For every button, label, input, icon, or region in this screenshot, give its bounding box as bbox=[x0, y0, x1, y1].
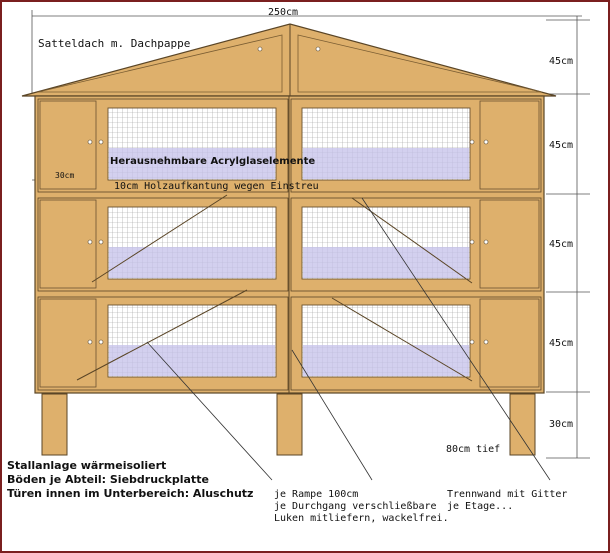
acrylic-strip bbox=[303, 345, 469, 376]
roof bbox=[22, 24, 556, 96]
roof-knob-left bbox=[258, 47, 262, 51]
dim-tier2-height: 45cm bbox=[549, 239, 574, 250]
side-door-right bbox=[480, 299, 539, 387]
note-line: Böden je Abteil: Siebdruckplatte bbox=[7, 473, 209, 486]
note-line: Stallanlage wärmeisoliert bbox=[7, 459, 167, 472]
dim-tier3-height: 45cm bbox=[549, 338, 574, 349]
ramp-label-1: je Rampe 100cm bbox=[274, 489, 359, 500]
dim-side-width: 30cm bbox=[55, 171, 75, 180]
notes bbox=[7, 459, 253, 500]
dim-total-width: 250cm bbox=[267, 7, 299, 18]
ramp-label-3: Luken mitliefern, wackelfrei. bbox=[274, 513, 449, 524]
ramp-label-2: je Durchgang verschließbare bbox=[274, 501, 437, 512]
acrylic-strip bbox=[303, 247, 469, 278]
side-door-right bbox=[480, 101, 539, 189]
wood-rim-label: 10cm Holzaufkantung wegen Einstreu bbox=[114, 181, 319, 192]
divider-label-2: je Etage... bbox=[447, 501, 514, 512]
side-door-left bbox=[40, 299, 96, 387]
side-door-right bbox=[480, 200, 539, 288]
acrylic-label: Herausnehmbare Acrylglaselemente bbox=[110, 156, 316, 167]
dim-roof-height: 45cm bbox=[549, 56, 574, 67]
acrylic-strip bbox=[303, 148, 469, 179]
dim-legs-height: 30cm bbox=[549, 419, 574, 430]
side-door-left bbox=[40, 200, 96, 288]
dim-depth: 80cm tief bbox=[446, 444, 501, 455]
roof-label: Satteldach m. Dachpappe bbox=[38, 37, 191, 50]
roof-knob-right bbox=[316, 47, 320, 51]
dim-tier1-height: 45cm bbox=[549, 140, 574, 151]
note-line: Türen innen im Unterbereich: Aluschutz bbox=[7, 487, 254, 500]
acrylic-strip bbox=[109, 247, 275, 278]
divider-label-1: Trennwand mit Gitter bbox=[447, 489, 568, 500]
